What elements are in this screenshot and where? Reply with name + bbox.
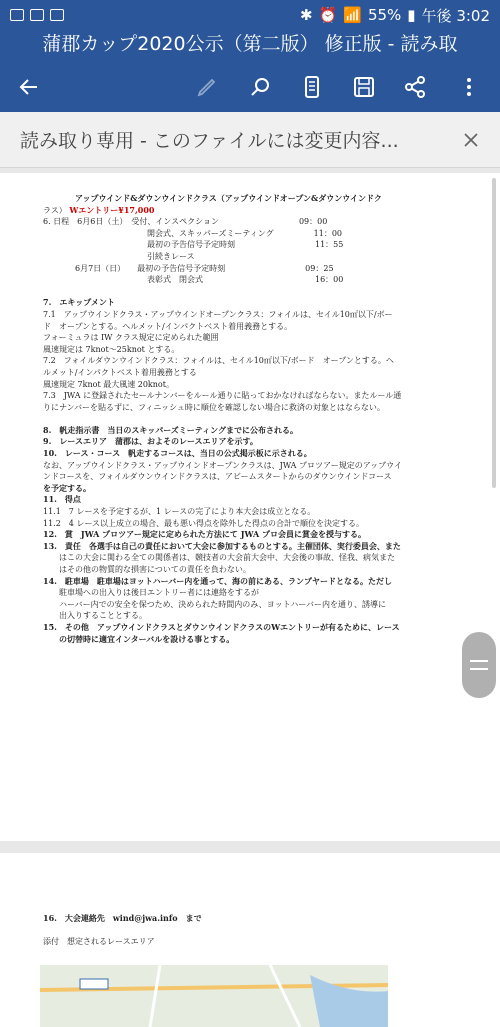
line-text: 14. 駐車場 駐車場はヨットハーバー内を通って、海の前にある、ランプヤードとなる。ただし — [43, 575, 393, 586]
document-line — [43, 367, 463, 379]
search-icon — [248, 75, 272, 99]
race-area-map — [40, 965, 388, 1027]
document-line — [43, 425, 463, 437]
line-text: 7.2 フォイルダウンウインドクラス：フォイルは、セイル10㎡以下/ボード オープンとする。ヘ — [43, 356, 394, 366]
save-icon — [352, 75, 376, 99]
bluetooth-icon: ✱ — [299, 6, 313, 24]
line-text: 表彰式 閉会式 16：00 — [43, 275, 344, 285]
clock: 午後 3:02 — [421, 6, 490, 25]
document-line — [43, 622, 463, 634]
document-line — [43, 460, 463, 472]
wifi-icon: 📶 — [343, 6, 362, 24]
line-text: ラス） — [43, 205, 70, 215]
line-text: 7.3 JWA に登録されたセールナンバーをルール通りに貼っておかなければならない。またルール通 — [43, 391, 402, 401]
document-line — [43, 436, 463, 448]
line-text — [43, 287, 46, 296]
line-text: はこの大会に関わる全ての関係者は、競技者の大会前大会中、大会後の事故、怪我、病気また — [43, 553, 395, 563]
line-text: ハーバー内での安全を保つため、決められた時間内のみ、ヨットハーバー内を通り、誘導に — [43, 599, 387, 609]
line-text: 6. 日程 6月6日（土） 受付、インスペクション 09：00 — [43, 217, 328, 227]
document-line — [43, 471, 463, 483]
document-page-2 — [0, 853, 500, 1027]
more-vertical-icon — [457, 75, 481, 99]
line-text: 11.1 7 レースを予定するが、1 レースの完了により本大会は成立となる。 — [43, 507, 316, 517]
app-toolbar — [0, 62, 500, 112]
read-only-banner[interactable] — [0, 112, 500, 168]
document-line — [43, 913, 463, 925]
line-text: ンドコースを、フォイルダウンウインドクラスは、アビームスタートからのダウンウインドコース — [43, 472, 392, 482]
line-text: ド オープンとする。ヘルメット/インパクトベスト着用義務とする。 — [43, 321, 293, 331]
document-line — [43, 251, 463, 263]
document-line — [43, 390, 463, 402]
document-line — [43, 587, 463, 599]
document-line — [43, 263, 463, 275]
line-text: はその他の物質的な損害についての責任を負わない。 — [43, 565, 251, 574]
share-button[interactable] — [398, 70, 432, 104]
notification-icon — [30, 9, 44, 21]
line-text: フォーミュラは IW クラス規定に定められた範囲 — [43, 333, 219, 343]
document-body-2 — [43, 913, 463, 948]
document-line — [43, 344, 463, 356]
line-text: 10. レース・コース 帆走するコースは、当日の公式掲示板に示される。 — [43, 448, 312, 459]
line-text: 添付 想定されるレースエリア — [43, 937, 155, 947]
read-only-banner-text: 読み取り専用 - このファイルには変更内容... — [20, 130, 399, 152]
back-arrow-icon — [17, 75, 41, 99]
document-line — [43, 413, 463, 425]
document-line — [43, 610, 463, 622]
line-text: 13. 責任 各選手は自己の責任において大会に参加するものとする。主催団体、実行委員会、また — [43, 540, 401, 551]
pen-icon — [195, 75, 219, 99]
document-line — [43, 483, 463, 495]
line-text — [43, 926, 46, 935]
line-text: 8. 帆走指示書 当日のスキッパーズミーティングまでに公布される。 — [43, 424, 298, 435]
line-text: 11. 得点 — [43, 494, 81, 505]
line-text: 最初の予告信号予定時刻 11：55 — [43, 240, 344, 250]
status-right — [300, 5, 490, 26]
line-text: 引続きレース — [43, 251, 195, 261]
line-text: を予定する。 — [43, 482, 91, 493]
line-text: 9. レースエリア 蒲郡は、およそのレースエリアを示す。 — [43, 436, 258, 447]
document-line — [43, 332, 463, 344]
document-line — [43, 552, 463, 564]
document-line — [43, 355, 463, 367]
line-text: の切替時に適宜インターバルを設ける事とする。 — [43, 633, 235, 644]
line-text: 16. 大会連絡先 wind@jwa.info まで — [43, 913, 202, 923]
document-line — [43, 599, 463, 611]
document-line — [43, 634, 463, 646]
document-line — [43, 193, 463, 205]
line-text: アップウインド&ダウンウインドクラス（アップウインドオープン&ダウンウインドク — [43, 193, 382, 203]
line-text: 7. エキップメント — [43, 297, 115, 308]
search-button[interactable] — [243, 70, 277, 104]
document-line — [43, 936, 463, 948]
line-text: 6月7日（日） 最初の予告信号予定時刻 09：25 — [43, 263, 334, 273]
map-image — [40, 965, 388, 1027]
line-text: 風速規定 7knot 最大風速 20knot。 — [43, 379, 174, 389]
back-button[interactable] — [12, 70, 46, 104]
edit-button[interactable] — [190, 70, 224, 104]
document-line — [43, 529, 463, 541]
save-button[interactable] — [347, 70, 381, 104]
line-text: ルメット/インパクトベスト着用義務とする — [43, 367, 197, 377]
battery-icon: ▮ — [407, 6, 416, 24]
line-text: 7.1 アップウインドクラス・アップウインドオープンクラス：フォイルは、セイル10㎡以下/ボー — [43, 309, 393, 319]
document-line — [43, 925, 463, 937]
line-text: 駐車場への出入りは後日エントリー者には連絡をするが — [43, 588, 259, 598]
line-text: 風速規定は 7knot〜25knot とする。 — [43, 344, 180, 354]
entry-fee: Wエントリー¥17,000 — [69, 204, 155, 215]
scroll-handle[interactable] — [462, 632, 496, 698]
document-line — [43, 494, 463, 506]
status-left-icons — [10, 9, 64, 21]
line-text: りにナンバーを貼るずに、フィニッシュ時に順位を確認しない場合に救済の対象とはならない。 — [43, 402, 385, 412]
document-line — [43, 506, 463, 518]
app-icon — [50, 9, 64, 21]
scroll-track — [492, 178, 496, 488]
line-text: 開会式、スキッパーズミーティング 11：00 — [43, 228, 342, 238]
document-title: 蒲郡カップ2020公示（第二版） 修正版 - 読み取 — [0, 30, 500, 62]
document-line — [43, 576, 463, 588]
document-line — [43, 518, 463, 530]
line-text — [43, 414, 46, 423]
line-text: 11.2 4 レース以上成立の場合、最も悪い得点を除外した得点の合計で順位を決定する。 — [43, 518, 365, 528]
mobile-view-icon — [300, 75, 324, 99]
document-body — [43, 193, 463, 645]
reading-view-button[interactable] — [295, 70, 329, 104]
document-line — [43, 297, 463, 309]
close-icon[interactable] — [462, 131, 480, 149]
document-line — [43, 321, 463, 333]
document-line — [43, 286, 463, 298]
line-text: 12. 賞 JWA プロツアー規定に定められた方法にて JWA プロ会員に賞金を授与する。 — [43, 529, 366, 540]
gallery-icon — [10, 9, 24, 21]
share-icon — [403, 75, 427, 99]
battery-level: 55% — [367, 6, 402, 24]
document-line — [43, 541, 463, 553]
document-line — [43, 309, 463, 321]
document-line — [43, 379, 463, 391]
line-text: なお、アップウインドクラス・アップウインドオープンクラスは、JWA プロツアー規定のアップウイ — [43, 460, 402, 470]
alarm-icon: ⏰ — [318, 6, 338, 24]
more-options-button[interactable] — [452, 70, 486, 104]
document-line — [43, 239, 463, 251]
document-line — [43, 402, 463, 414]
document-page — [0, 173, 500, 841]
line-text: 出入りすることとする。 — [43, 611, 147, 621]
document-line — [43, 228, 463, 240]
line-text: 15. その他 アップウインドクラスとダウンウインドクラスのWエントリーが有るために、レース — [43, 621, 400, 632]
document-line — [43, 448, 463, 460]
document-line — [43, 216, 463, 228]
document-line — [43, 564, 463, 576]
document-line — [43, 205, 463, 217]
document-line — [43, 274, 463, 286]
status-bar — [0, 0, 500, 30]
